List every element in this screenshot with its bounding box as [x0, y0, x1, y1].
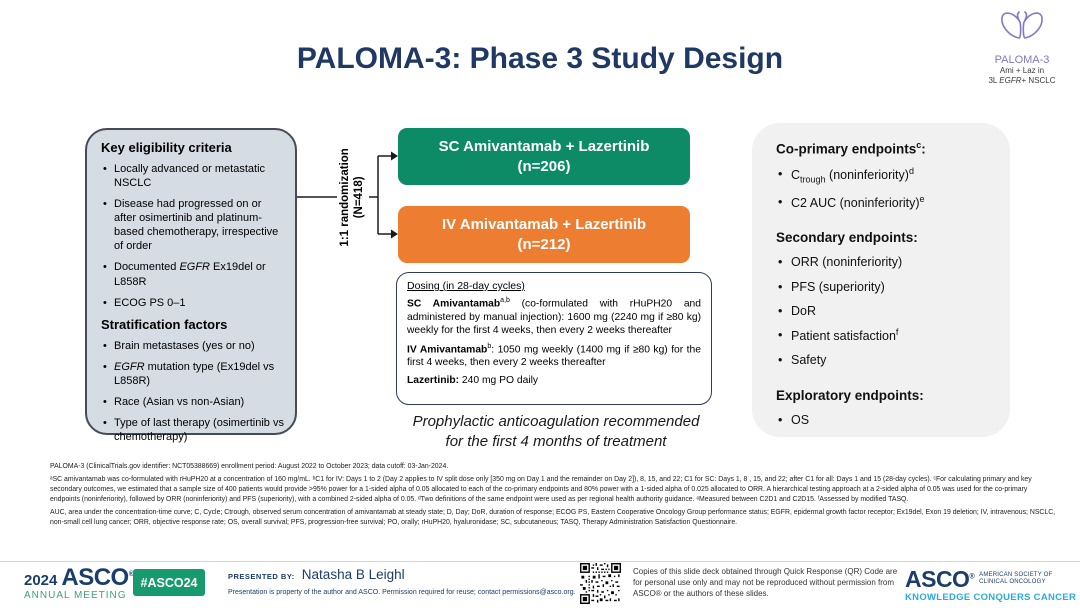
paloma3-logo — [972, 8, 1072, 86]
dosing-box — [396, 272, 712, 405]
stratification-item: • Brain metastases (yes or no) — [101, 339, 285, 353]
arm-sc-n: (n=206) — [517, 157, 571, 175]
dosing-sc: SC Amivantamab$^{a,b}$ (co-formulated with rHuPH20 and administered by manual injection): 1600 mg (2240 mg if ≥80 kg) weekly for the first 4 weeks, then every 2 weeks thereafter — [407, 297, 701, 336]
arm-sc-title: SC Amivantamab + Lazertinib — [438, 138, 650, 155]
footnote-abbreviations: AUC, area under the concentration-time curve; C, Cycle; Ctrough, observed serum concentration of amivantamab at steady state; D, Day; DoR, duration of response; ECOG PS, Eastern Cooperative Oncology Group performance status; EGFR, epidermal growth factor receptor; Ex19del, Exon 19 deletion; IV, intravenous; NSCLC, non-small cell lung cancer; ORR, objective response rate; OS, overall survival; PFS, progression-free survival; PO, orally; rHuPH20, hyaluronidase; SC, subcutaneous; TASQ, Therapy Administration Satisfaction Questionnaire. — [50, 509, 1056, 526]
footnote-notes: ᵃSC amivantamab was co-formulated with rHuPH20 at a concentration of 160 mg/mL. ᵇC1 for IV: Days 1 to 2 (Day 2 applies to IV split dose only [350 mg on Day 1 and the remainder on Day 2]), 8, 15, and 22; C1 for SC: Days 1, 8 , 15, and 22; after C1 for all: Days 1 and 15 (28-day cycles). ᶜFor calculating primary and key secondary outcomes, we estimated that a sample size of 400 patients would provide >95% power for a 1-sided alpha of 0.05 allocated to each of the co-primary endpoints and 80% power with a 1-sided alpha of 0.025 allocated to ORR. A hierarchical testing approach at a 2-sided alpha of 0.05 was used for the co-primary endpoints (noninferiority), followed by ORR (noninferiority) and PFS (superiority), with a combined 2-sided alpha of 0.05. ᵈTwo definitions of the same endpoint were used as per regional health authority guidance. ᵉMeasured between C2D1 and C2D15. ᶠAssessed by modified TASQ. — [50, 476, 1032, 503]
stratification-item: • Race (Asian vs non-Asian) — [101, 395, 285, 409]
eligibility-item: • Locally advanced or metastatic NSCLC — [101, 162, 285, 190]
eligibility-list — [101, 162, 285, 310]
randomization-connector — [290, 140, 405, 250]
exploratory-list — [776, 412, 1000, 428]
coprimary-list — [776, 166, 1000, 212]
endpoint-item: • Patient satisfaction$^f$ — [776, 327, 1000, 344]
arrow-icon — [391, 152, 398, 161]
logo-subtitle-2: 3L EGFR+ NSCLC — [988, 76, 1056, 85]
asco-society-logo: ASCO® AMERICAN SOCIETY OF CLINICAL ONCOLOGY KNOWLEDGE CONQUERS CANCER — [905, 566, 1077, 603]
permission-note: Presentation is property of the author and ASCO. Permission required for reuse; contact permissions@asco.org. — [228, 589, 576, 596]
arm-iv-n: (n=212) — [517, 235, 571, 253]
dosing-iv: IV Amivantamab$^b$: 1050 mg weekly (1400 mg if ≥80 kg) for the first 4 weeks, then every 2 weeks thereafter — [407, 342, 701, 368]
asco-meeting-logo: 2024 ASCO® ANNUAL MEETING — [24, 564, 134, 601]
endpoints-box — [752, 123, 1010, 437]
page-title: PALOMA-3: Phase 3 Study Design — [296, 42, 784, 75]
eligibility-heading: Key eligibility criteria — [101, 140, 232, 155]
endpoint-item: • OS — [776, 412, 1000, 428]
dosing-heading: Dosing (in 28-day cycles) — [407, 280, 525, 292]
randomization-label: 1:1 randomization (N=418) — [338, 147, 365, 247]
presented-by — [228, 567, 576, 596]
endpoint-item: • Safety — [776, 352, 1000, 368]
arm-iv-title: IV Amivantamab + Lazertinib — [441, 216, 647, 233]
hashtag-badge: #ASCO24 — [133, 569, 205, 596]
stratification-item: • EGFR mutation type (Ex19del vs L858R) — [101, 360, 285, 388]
stratification-heading: Stratification factors — [101, 316, 228, 332]
endpoint-item: • C2 AUC (noninferiority)$^e$ — [776, 194, 1000, 211]
footnotes — [50, 462, 1056, 531]
stratification-item: • Type of last therapy (osimertinib vs chemotherapy) — [101, 416, 285, 444]
eligibility-item: • Documented EGFR Ex19del or L858R — [101, 260, 285, 288]
logo-title: PALOMA-3 — [994, 54, 1050, 66]
qr-code — [580, 563, 621, 604]
arm-sc-box — [398, 128, 690, 185]
endpoint-item: • ORR (noninferiority) — [776, 254, 1000, 270]
coprimary-heading: Co-primary endpoints$^c$: — [776, 140, 926, 157]
presenter-name: Natasha B Leighl — [301, 567, 405, 582]
endpoint-item: • $C_{trough}$ (noninferiority)$^d$ — [776, 166, 1000, 186]
endpoint-item: • PFS (superiority) — [776, 279, 1000, 295]
qr-note: Copies of this slide deck obtained through Quick Response (QR) Code are for personal use only and may not be reproduced without permission from ASCO® or the authors of these slides. — [633, 567, 898, 598]
eligibility-box — [85, 128, 297, 444]
footer-divider — [0, 561, 1080, 562]
logo-subtitle-1: Ami + Laz in — [999, 66, 1045, 75]
prophylaxis-note: Prophylactic anticoagulation recommended for the first 4 months of treatment — [412, 413, 700, 450]
presented-by-label: PRESENTED BY: — [228, 572, 295, 581]
arm-iv-box — [398, 206, 690, 263]
endpoint-item: • DoR — [776, 303, 1000, 319]
secondary-list — [776, 254, 1000, 368]
knowledge-tagline: KNOWLEDGE CONQUERS CANCER — [905, 591, 1077, 603]
footnote-study: PALOMA-3 (ClinicalTrials.gov identifier: NCT05388669) enrollment period: August 2022 to October 2023; data cutoff: 03-Jan-2024. — [50, 463, 449, 470]
secondary-heading: Secondary endpoints: — [776, 230, 918, 246]
exploratory-heading: Exploratory endpoints: — [776, 387, 924, 403]
stratification-list — [101, 339, 285, 444]
eligibility-item: • Disease had progressed on or after osimertinib and platinum-based chemotherapy, irrespective of order — [101, 197, 285, 253]
butterfly-icon — [999, 8, 1045, 48]
arrow-icon — [391, 230, 398, 239]
dosing-lazertinib: Lazertinib: 240 mg PO daily — [407, 374, 539, 386]
eligibility-item: • ECOG PS 0–1 — [101, 296, 285, 310]
